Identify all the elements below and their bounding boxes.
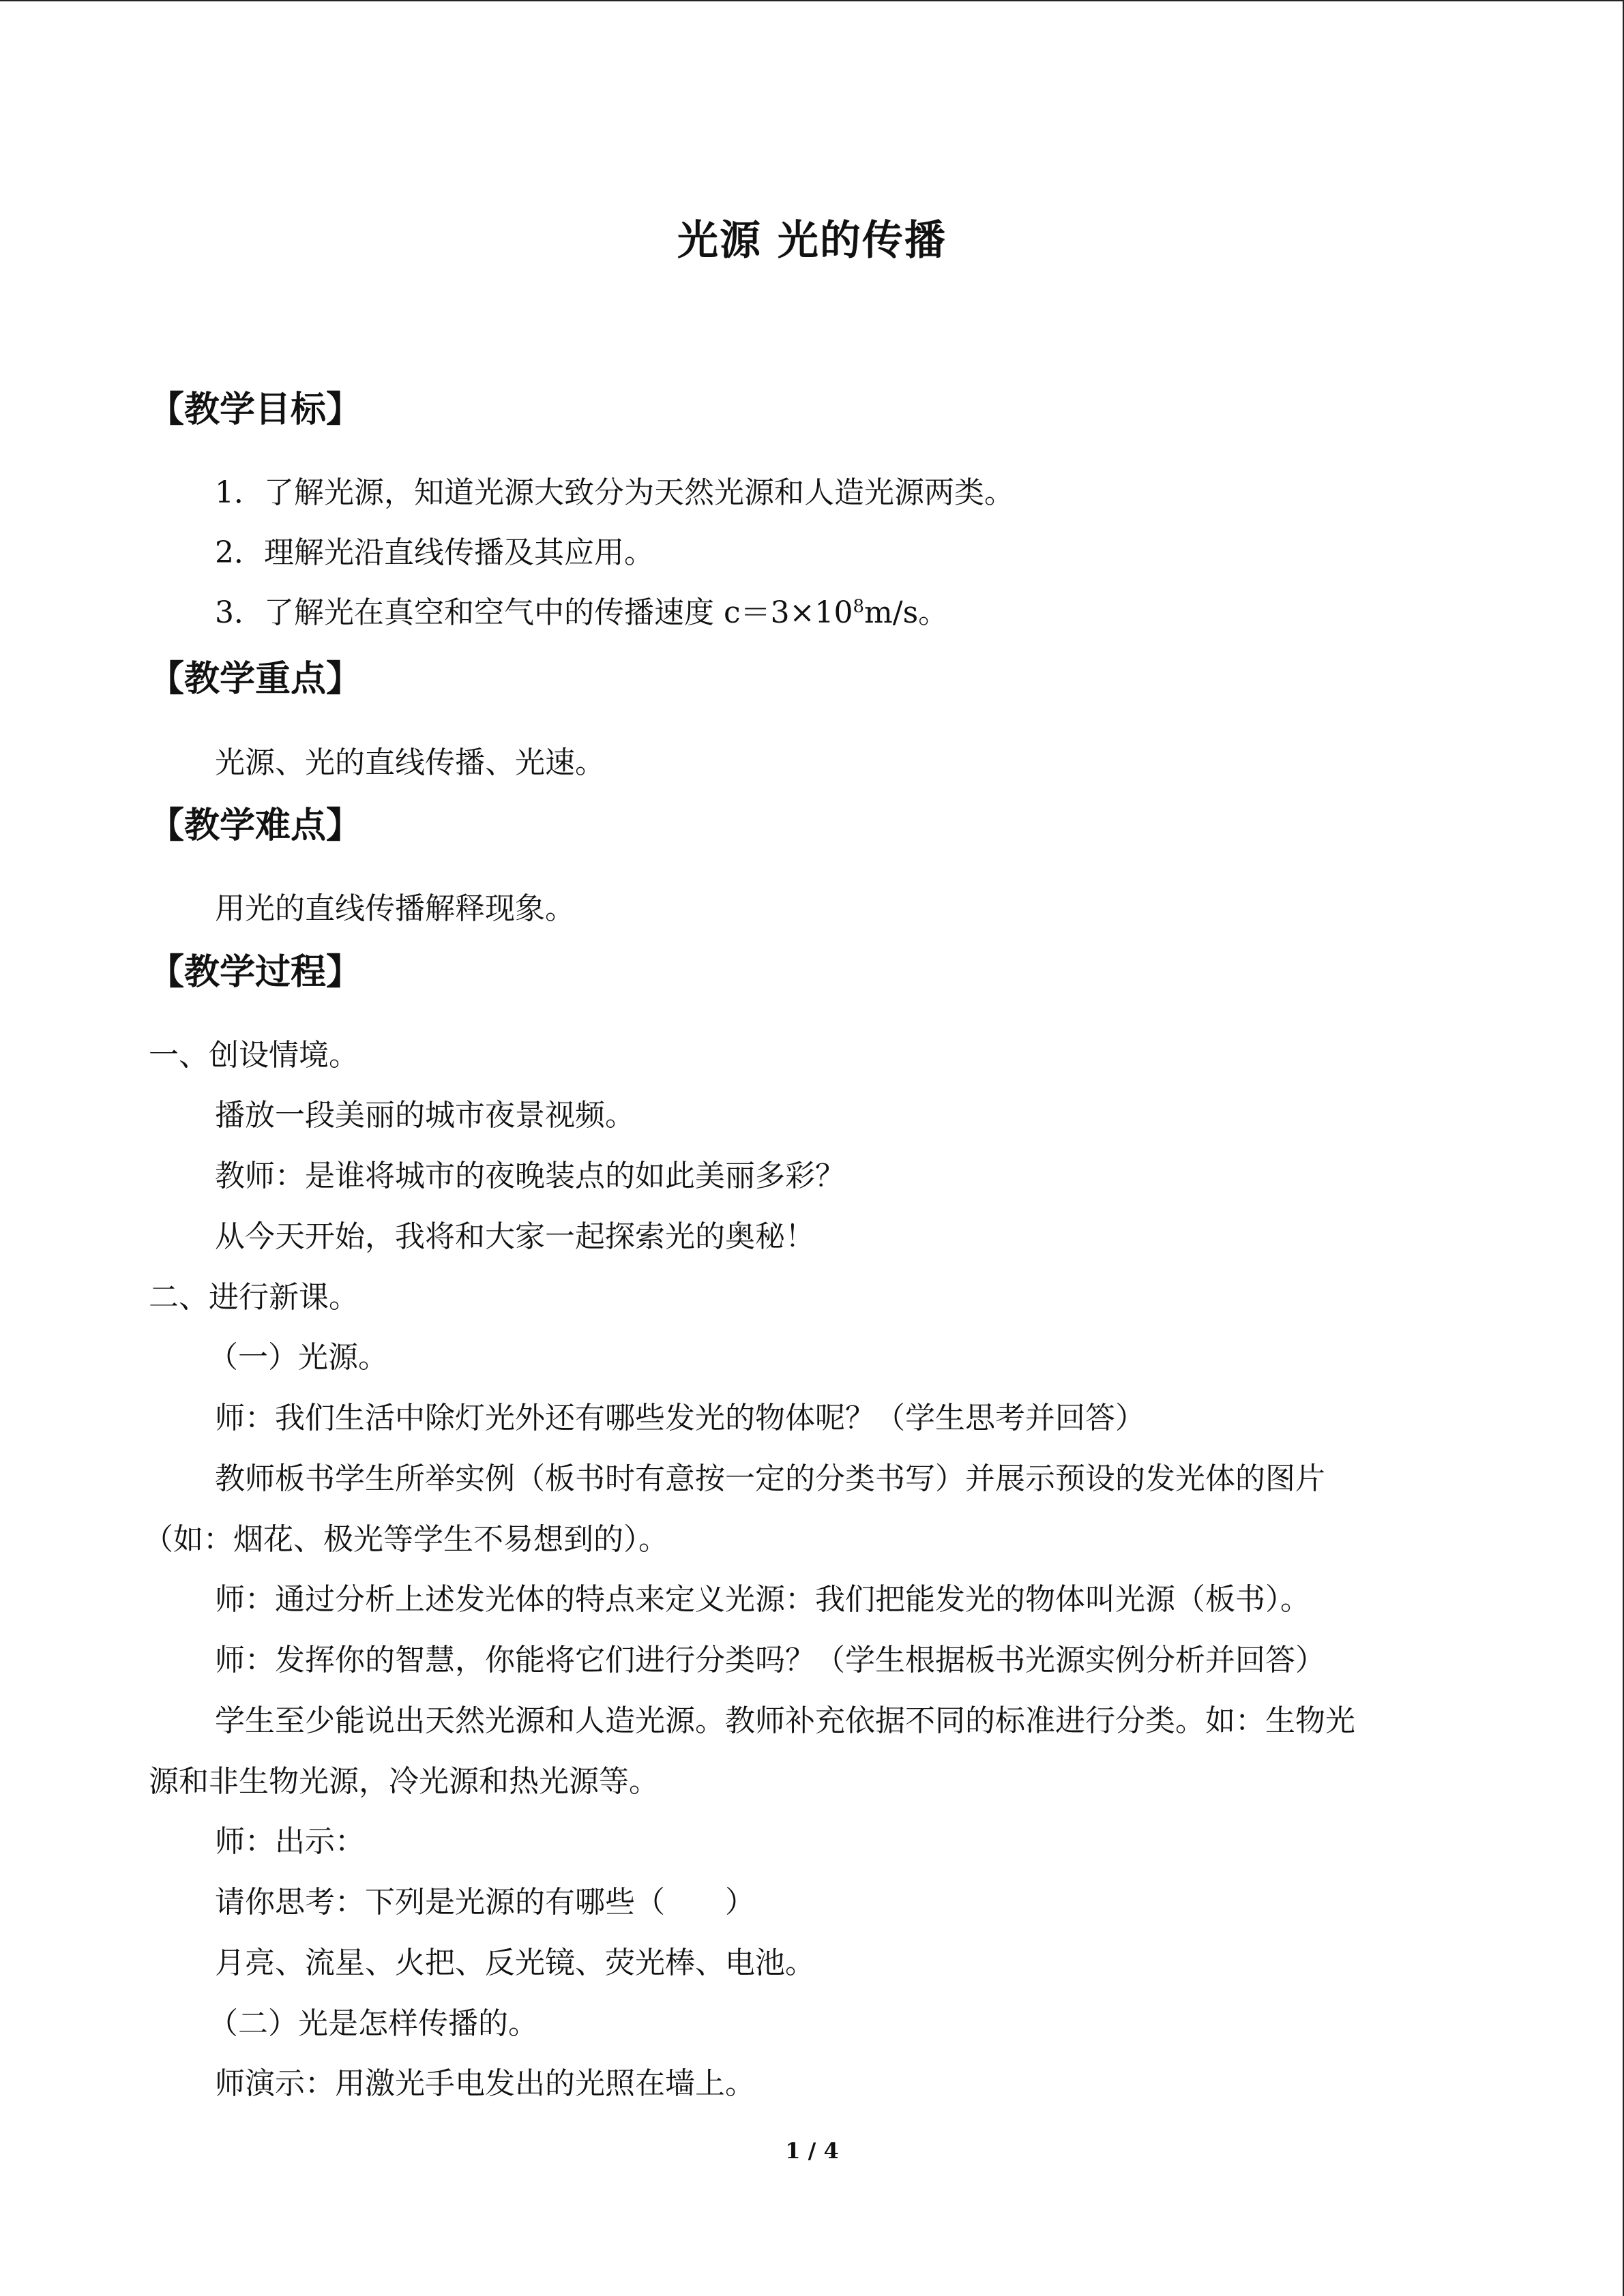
process-line: 月亮、流星、火把、反光镜、荧光棒、电池。 [215, 1945, 815, 1980]
process-line: （如：烟花、极光等学生不易想到的）。 [143, 1522, 668, 1557]
process-line: 请你思考：下列是光源的有哪些（ ） [215, 1885, 755, 1920]
objective-item-3-prefix: 3．了解光在真空和空气中的传播速度 c＝3×10 [215, 595, 853, 630]
section-heading-process: 【教学过程】 [149, 952, 362, 993]
process-line: 师演示：用激光手电发出的光照在墙上。 [215, 2066, 755, 2101]
process-line: 源和非生物光源，冷光源和热光源等。 [149, 1764, 659, 1799]
process-line: 师：出示： [215, 1824, 365, 1859]
section-heading-key-points: 【教学重点】 [149, 659, 362, 700]
objective-item-3 [215, 595, 948, 631]
process-line: 从今天开始，我将和大家一起探索光的奥秘！ [215, 1219, 815, 1254]
document-title: 光源 光的传播 [677, 217, 947, 265]
objective-item-3-exponent: 8 [853, 596, 865, 617]
process-line: （一）光源。 [208, 1340, 388, 1375]
process-line: 一、创设情境。 [149, 1038, 359, 1073]
page-number: 1 / 4 [785, 2138, 839, 2164]
process-line: 师：发挥你的智慧，你能将它们进行分类吗？（学生根据板书光源实例分析并回答） [215, 1643, 1325, 1678]
process-line: 师：我们生活中除灯光外还有哪些发光的物体呢？（学生思考并回答） [215, 1401, 1145, 1435]
process-line: 二、进行新课。 [149, 1280, 359, 1315]
objective-item-1: 1．了解光源，知道光源大致分为天然光源和人造光源两类。 [215, 475, 1014, 510]
difficulties-text: 用光的直线传播解释现象。 [215, 891, 575, 926]
process-line: 教师：是谁将城市的夜晚装点的如此美丽多彩？ [215, 1159, 845, 1193]
key-points-text: 光源、光的直线传播、光速。 [215, 745, 605, 780]
objective-item-2: 2．理解光沿直线传播及其应用。 [215, 535, 654, 570]
section-heading-difficulties: 【教学难点】 [149, 805, 362, 846]
process-line: （二）光是怎样传播的。 [208, 2006, 538, 2041]
process-line: 教师板书学生所举实例（板书时有意按一定的分类书写）并展示预设的发光体的图片 [215, 1461, 1325, 1496]
process-line: 播放一段美丽的城市夜景视频。 [215, 1098, 635, 1133]
process-line: 师：通过分析上述发光体的特点来定义光源：我们把能发光的物体叫光源（板书）。 [215, 1582, 1310, 1617]
section-heading-objectives: 【教学目标】 [149, 389, 362, 430]
objective-item-3-suffix: m/s。 [864, 595, 949, 630]
process-line: 学生至少能说出天然光源和人造光源。教师补充依据不同的标准进行分类。如：生物光 [215, 1703, 1355, 1738]
